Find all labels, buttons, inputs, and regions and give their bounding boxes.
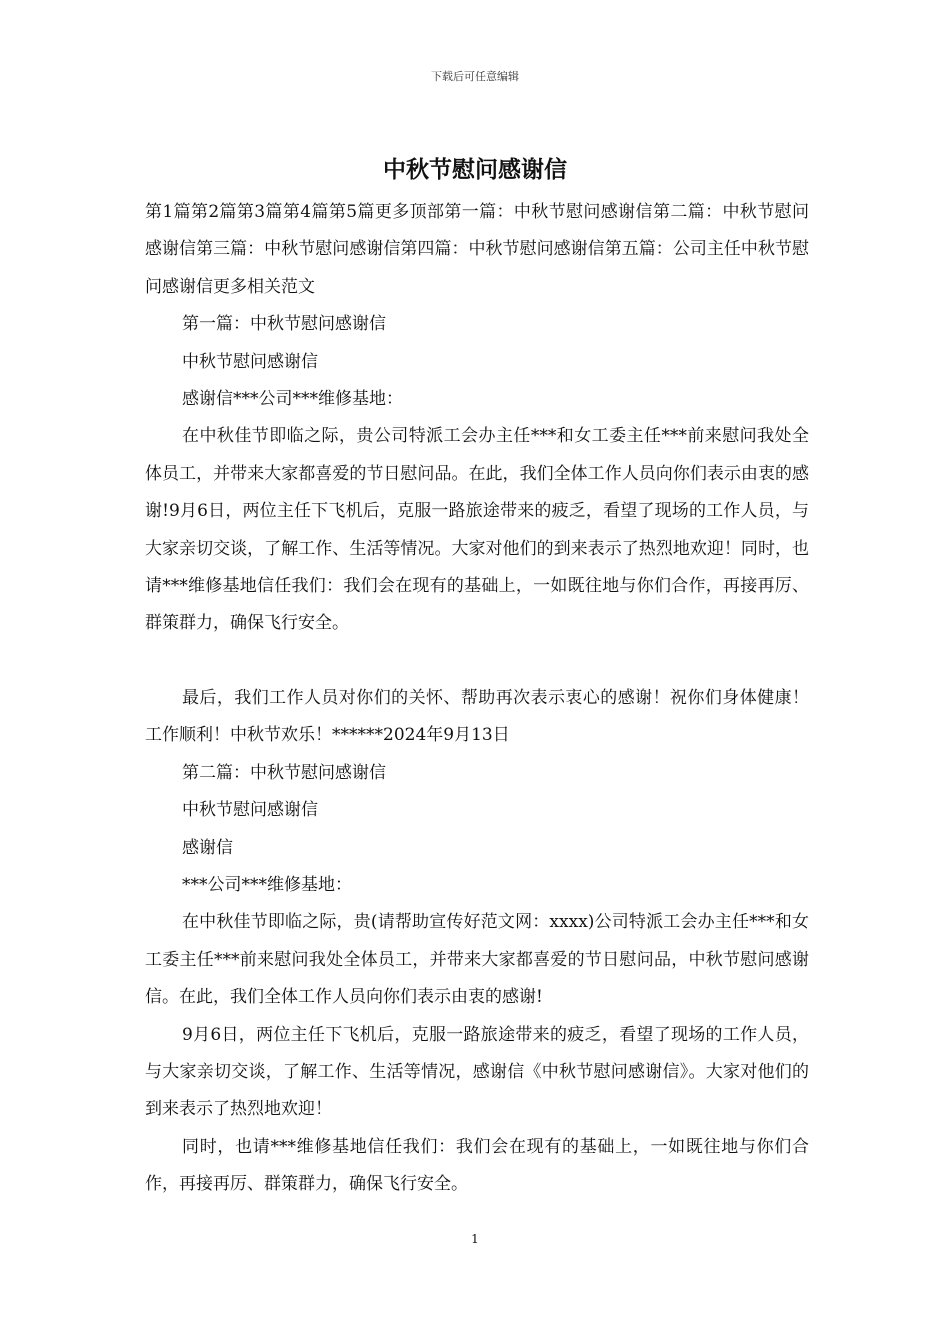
letter-title-2: 中秋节慰问感谢信 [182,800,318,821]
letter-title-1: 中秋节慰问感谢信 [182,351,318,372]
letter-label-2: 感谢信 [182,837,233,858]
letter-body-paragraph: 在中秋佳节即临之际，贵(请帮助宣传好范文网：xxxx)公司特派工会办主任***和女工委主任***前来慰问我处全体员工，并带来大家都喜爱的节日慰问品，中秋节慰问感谢信。在此，我们全体工作人员向你们表示由衷的感谢! [145,912,809,1008]
section-heading-2: 第二篇：中秋节慰问感谢信 [182,762,386,783]
document-body [145,194,809,1204]
paragraph-spacer [145,643,809,680]
letter-body-paragraph: 在中秋佳节即临之际，贵公司特派工会办主任***和女工委主任***前来慰问我处全体员工，并带来大家都喜爱的节日慰问品。在此，我们全体工作人员向你们表示由衷的感谢!9月6日，两位主任下飞机后，克服一路旅途带来的疲乏，看望了现场的工作人员，与大家亲切交谈，了解工作、生活等情况。大家对他们的到来表示了热烈地欢迎！同时，也请***维修基地信任我们：我们会在现有的基础上，一如既往地与你们合作，再接再厉、群策群力，确保飞行安全。 [145,426,809,634]
document-title: 中秋节慰问感谢信 [383,156,567,183]
letter-body-paragraph: 9月6日，两位主任下飞机后，克服一路旅途带来的疲乏，看望了现场的工作人员，与大家亲切交谈，了解工作、生活等情况，感谢信《中秋节慰问感谢信》。大家对他们的到来表示了热烈地欢迎！ [145,1024,809,1120]
letter-salutation-2: ***公司***维修基地： [182,874,352,895]
page-header-note: 下载后可任意编辑 [431,70,519,83]
letter-closing-paragraph: 最后，我们工作人员对你们的关怀、帮助再次表示衷心的感谢！祝你们身体健康！工作顺利！中秋节欢乐！******2024年9月13日 [145,687,809,746]
letter-salutation-1: 感谢信***公司***维修基地： [182,389,403,410]
section-heading-1: 第一篇：中秋节慰问感谢信 [182,314,386,335]
page-number: 1 [471,1232,479,1246]
table-of-contents-paragraph: 第1篇第2篇第3篇第4篇第5篇更多顶部第一篇：中秋节慰问感谢信第二篇：中秋节慰问感谢信第三篇：中秋节慰问感谢信第四篇：中秋节慰问感谢信第五篇：公司主任中秋节慰问感谢信更多相关范文 [145,202,809,297]
letter-body-paragraph: 同时，也请***维修基地信任我们：我们会在现有的基础上，一如既往地与你们合作，再接再厉、群策群力，确保飞行安全。 [145,1136,809,1195]
